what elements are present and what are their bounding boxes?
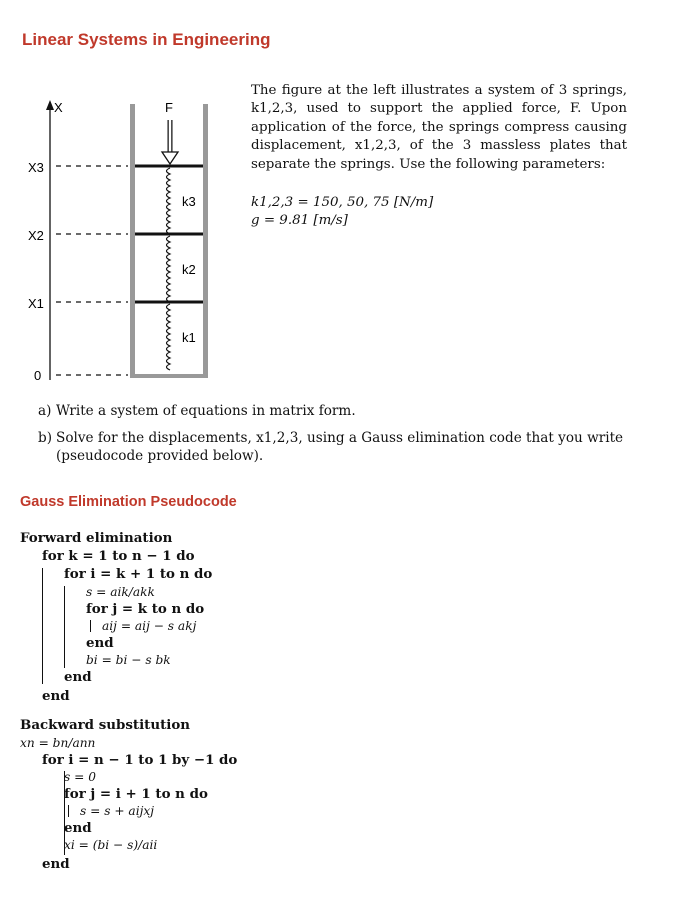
- question-a-label: a): [38, 403, 52, 419]
- forward-line-9: end: [42, 688, 70, 704]
- backward-line-4: for j = i + 1 to n do: [64, 786, 208, 802]
- backward-line-8: end: [42, 856, 70, 872]
- spring-diagram: [22, 88, 242, 388]
- backward-line-7: xi = (bi − s)/aii: [64, 838, 158, 852]
- forward-line-7: bi = bi − s bk: [86, 653, 171, 667]
- forward-line-6: end: [86, 635, 114, 651]
- level-x1-label: X1: [28, 296, 44, 311]
- questions-list: [38, 402, 658, 474]
- forward-title: Forward elimination: [20, 530, 173, 546]
- backward-line-1: xn = bn/ann: [20, 736, 96, 750]
- backward-line-5: s = s + aijxj: [80, 804, 155, 818]
- backward-line-3: s = 0: [64, 770, 96, 784]
- param-g: g = 9.81 [m/s]: [251, 213, 348, 229]
- forward-line-4: for j = k to n do: [86, 601, 205, 617]
- parameters: [251, 194, 433, 231]
- param-k: k1,2,3 = 150, 50, 75 [N/m]: [251, 195, 434, 210]
- forward-line-5: aij = aij − s akj: [102, 619, 197, 633]
- forward-line-8: end: [64, 669, 92, 685]
- backward-line-2: for i = n − 1 to 1 by −1 do: [42, 752, 238, 768]
- spring-k1: [167, 304, 171, 370]
- spring-k2: [167, 236, 171, 302]
- forward-line-2: for i = k + 1 to n do: [64, 566, 213, 582]
- level-x3-label: X3: [28, 160, 44, 175]
- axis-x-label: X: [54, 100, 63, 115]
- spring-system-figure: [22, 88, 242, 388]
- pseudocode-title: Gauss Elimination Pseudocode: [20, 494, 237, 510]
- question-b-text: Solve for the displacements, x1,2,3, using a Gauss elimination code that you write (pseudocode provided below).: [56, 430, 624, 464]
- spring-k1-label: k1: [182, 330, 196, 345]
- forward-line-3: s = aik/akk: [86, 585, 155, 599]
- spring-k3-label: k3: [182, 194, 196, 209]
- problem-description: [251, 82, 627, 174]
- level-x2-label: X2: [28, 228, 44, 243]
- page-title: Linear Systems in Engineering: [22, 30, 271, 49]
- spring-k2-label: k2: [182, 262, 196, 277]
- question-b-label: b): [38, 430, 53, 446]
- question-a-text: Write a system of equations in matrix form.: [56, 403, 356, 419]
- spring-k3: [167, 168, 171, 234]
- question-b: [38, 429, 658, 465]
- intro-paragraph: The figure at the left illustrates a system of 3 springs, k1,2,3, used to support the applied force, F. Upon application of the force, the springs compress causing displacement, x1,2,3, of the 3 massless plates that separate the springs. Use the following parameters:: [251, 83, 627, 172]
- forward-line-1: for k = 1 to n − 1 do: [42, 548, 195, 564]
- backward-line-6: end: [64, 820, 92, 836]
- question-a: [38, 402, 658, 420]
- backward-title: Backward substitution: [20, 717, 191, 733]
- force-label: F: [165, 100, 173, 115]
- level-zero-label: 0: [34, 368, 42, 383]
